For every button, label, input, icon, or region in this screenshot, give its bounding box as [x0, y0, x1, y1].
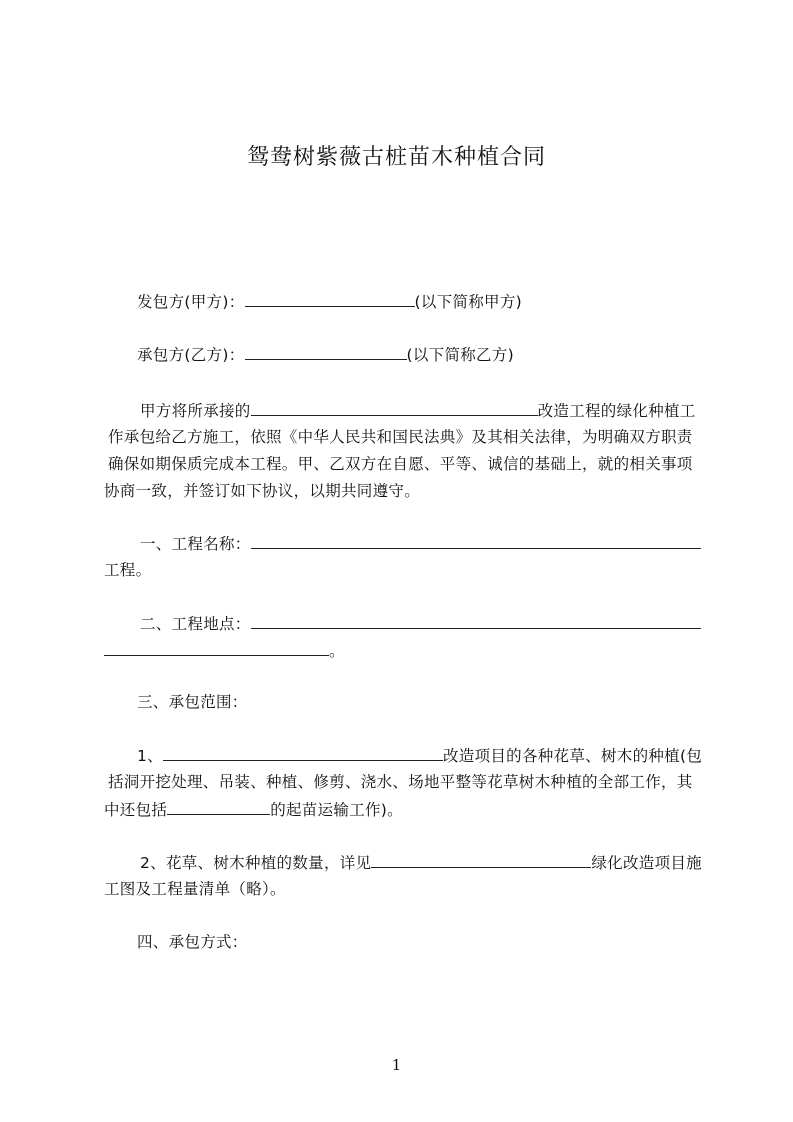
transport-scope-blank[interactable] — [167, 799, 270, 815]
party-b-blank[interactable] — [245, 344, 407, 360]
page-number: 1 — [391, 1056, 402, 1074]
item-1-line3-prefix: 中还包括 — [104, 801, 168, 819]
section-1-tail: 工程。 — [104, 561, 152, 579]
item-2-suffix: 绿化改造项目施 — [591, 854, 702, 872]
project-title-blank[interactable] — [251, 533, 701, 549]
party-a-label: 发包方(甲方)： — [137, 293, 245, 311]
section-2-line-2 — [104, 640, 345, 661]
section-2-tail: 。 — [329, 642, 345, 660]
intro-prefix: 甲方将所承接的 — [140, 402, 251, 420]
intro-line-3: 确保如期保质完成本工程。甲、乙双方在自愿、平等、诚信的基础上，就的相关事项 — [108, 455, 693, 473]
section-3-item-2-line-2: 工图及工程量清单（略）。 — [104, 880, 286, 898]
project-name-blank[interactable] — [251, 400, 538, 416]
scope-project-blank[interactable] — [163, 745, 443, 761]
intro-line-4: 协商一致，并签订如下协议，以期共同遵守。 — [104, 482, 421, 500]
intro-suffix: 改造工程的绿化种植工 — [537, 402, 696, 420]
section-2-line — [140, 613, 701, 634]
intro-line-2: 作承包给乙方施工，依照《中华人民共和国民法典》及其相关法律，为明确双方职责 — [108, 428, 693, 446]
party-a-line — [137, 291, 522, 312]
drawing-reference-blank[interactable] — [371, 852, 591, 868]
item-1-prefix: 1、 — [137, 747, 163, 765]
section-4-heading: 四、承包方式： — [137, 933, 248, 951]
party-b-label: 承包方(乙方)： — [137, 346, 245, 364]
section-3-heading: 三、承包范围： — [137, 693, 248, 711]
project-location-blank-2[interactable] — [104, 640, 329, 656]
section-3-item-1 — [137, 745, 702, 766]
party-b-line — [137, 344, 514, 365]
section-3-item-2 — [140, 852, 702, 873]
project-location-blank[interactable] — [251, 613, 701, 629]
party-b-suffix: (以下简称乙方) — [406, 346, 514, 364]
section-2-label: 二、工程地点： — [140, 615, 251, 633]
document-title: 鸳鸯树紫薇古桩苗木种植合同 — [246, 145, 546, 170]
section-3-item-1-line-2: 括洞开挖处理、吊装、种植、修剪、浇水、场地平整等花草树木种植的全部工作，其 — [108, 773, 693, 791]
intro-line-1 — [140, 400, 696, 421]
section-1-label: 一、工程名称： — [140, 535, 251, 553]
item-1-line3-suffix: 的起苗运输工作)。 — [270, 801, 403, 819]
item-1-suffix: 改造项目的各种花草、树木的种植(包 — [442, 747, 703, 765]
party-a-suffix: (以下简称甲方) — [414, 293, 522, 311]
section-3-item-1-line-3 — [104, 799, 403, 820]
section-1-line — [140, 533, 701, 554]
item-2-prefix: 2、花草、树木种植的数量，详见 — [140, 854, 372, 872]
party-a-blank[interactable] — [245, 291, 415, 307]
